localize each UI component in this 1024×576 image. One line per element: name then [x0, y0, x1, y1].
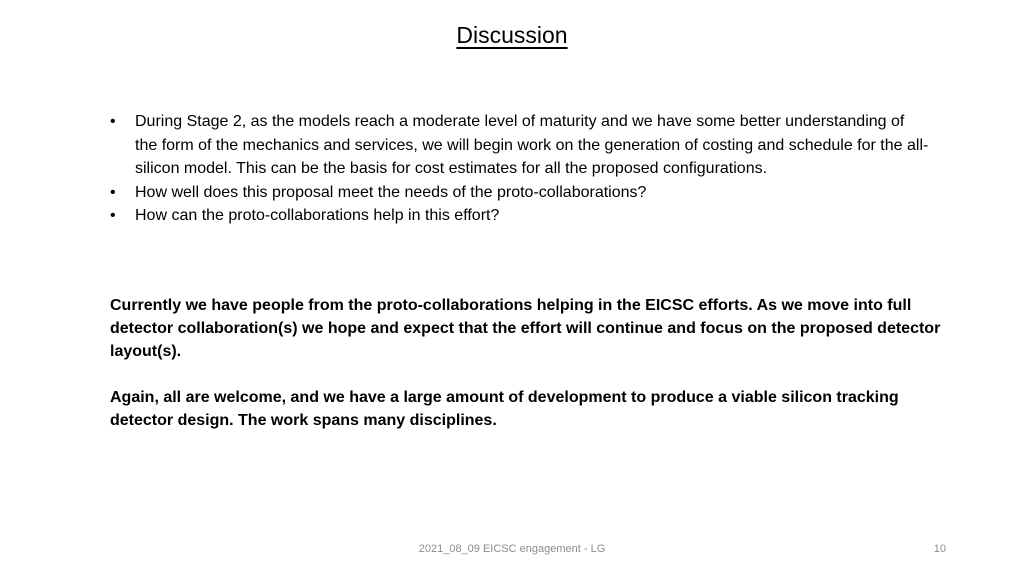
bullet-text: How well does this proposal meet the needs of the proto-collaborations? [135, 183, 647, 201]
slide-number: 10 [933, 543, 946, 555]
bullet-item [110, 110, 930, 181]
bullet-list [110, 110, 930, 228]
slide-footer: 2021_08_09 EICSC engagement - LG [418, 543, 606, 555]
bullet-marker: • [110, 183, 116, 201]
bullet-text: How can the proto-collaborations help in this effort? [135, 207, 500, 224]
bullet-text: During Stage 2, as the models reach a moderate level of maturity and we have some better understanding of the form of the mechanics and services, we will begin work on the generation of costing and schedule for the all-silicon model. This can be the basis for cost estimates for all the proposed configurations. [135, 113, 929, 177]
bullet-marker: • [110, 113, 116, 130]
bullet-item [110, 181, 930, 205]
bold-paragraph-welcome: Again, all are welcome, and we have a large amount of development to produce a viable silicon tracking detector design. The work spans many disciplines. [110, 389, 899, 429]
bold-paragraph-collaboration: Currently we have people from the proto-collaborations helping in the EICSC efforts. As we move into full detector collaboration(s) we hope and expect that the effort will continue and focus on the proposed detector layout(s). [110, 297, 941, 360]
bullet-item [110, 204, 930, 228]
bullet-marker: • [110, 207, 116, 224]
slide-title: Discussion [456, 22, 568, 48]
